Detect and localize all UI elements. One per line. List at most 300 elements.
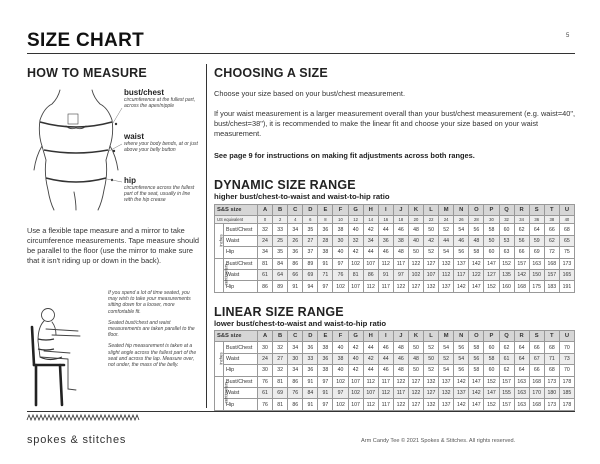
- measurement-value: 64: [529, 224, 544, 235]
- measurement-value: 97: [333, 387, 348, 398]
- measurement-value: 32: [258, 224, 273, 235]
- measurement-value: 25: [273, 235, 288, 246]
- measurement-value: 42: [363, 224, 378, 235]
- measurement-value: 135: [499, 269, 514, 280]
- measurement-value: 33: [273, 224, 288, 235]
- us-equivalent-value: 12: [348, 216, 363, 224]
- measurement-row: [215, 387, 575, 398]
- measurement-value: 68: [544, 342, 559, 353]
- measurement-value: 65: [559, 235, 574, 246]
- measurement-value: 122: [393, 399, 408, 410]
- size-header-row: [215, 205, 575, 216]
- measurement-value: 142: [469, 387, 484, 398]
- us-equivalent-value: 34: [514, 216, 529, 224]
- waist-label: waist: [124, 132, 145, 141]
- measurement-value: 64: [514, 353, 529, 364]
- size-letter: E: [318, 331, 333, 342]
- measurement-value: 50: [484, 235, 499, 246]
- size-letter: I: [378, 331, 393, 342]
- measurement-value: 56: [469, 353, 484, 364]
- measurement-value: 122: [408, 387, 423, 398]
- measurement-value: 34: [288, 224, 303, 235]
- measurement-row: [215, 281, 575, 292]
- measurement-row: [215, 258, 575, 269]
- measurement-value: 137: [454, 258, 469, 269]
- measuring-instructions: Use a flexible tape measure and a mirror to take circumference measurements. Tape measure should be parallel to the floor (use the mirror to make sure that it isn't riding up or down in the back).: [27, 226, 199, 265]
- measurement-label: Hip: [224, 365, 258, 376]
- measurement-value: 68: [544, 365, 559, 376]
- unit-group-label: [215, 258, 229, 292]
- seated-note: Seated bust/chest and waist measurements are taken parallel to the floor.: [108, 319, 195, 339]
- measurement-value: 112: [439, 269, 454, 280]
- measurement-value: 180: [544, 387, 559, 398]
- measurement-value: 36: [318, 353, 333, 364]
- measurement-value: 30: [258, 342, 273, 353]
- size-letter: N: [454, 205, 469, 216]
- size-letter: D: [303, 331, 318, 342]
- measurement-value: 38: [318, 342, 333, 353]
- measurement-value: 67: [529, 353, 544, 364]
- linear-size-table: [214, 330, 575, 411]
- measurement-value: 132: [439, 387, 454, 398]
- measurement-value: 68: [559, 224, 574, 235]
- unit-group-label: [215, 376, 229, 410]
- measurement-value: 107: [424, 269, 439, 280]
- measurement-value: 50: [408, 342, 423, 353]
- seated-note: If you spend a lot of time seated, you may wish to take your measurements sitting down for a looser, more comfortable fit.: [108, 290, 191, 315]
- measurement-value: 173: [544, 376, 559, 387]
- measurement-value: 34: [288, 342, 303, 353]
- us-equivalent-value: 8: [318, 216, 333, 224]
- measurement-value: 117: [378, 399, 393, 410]
- measurement-value: 97: [318, 399, 333, 410]
- measurement-value: 61: [499, 353, 514, 364]
- measurement-value: 62: [499, 365, 514, 376]
- measurement-value: 62: [514, 224, 529, 235]
- fit-adjustment-note: See page 9 for instructions on making fit adjustments across both ranges.: [214, 151, 475, 160]
- measurement-value: 112: [363, 376, 378, 387]
- size-letter: R: [514, 205, 529, 216]
- measurement-value: 117: [378, 376, 393, 387]
- measurement-value: 61: [258, 387, 273, 398]
- us-equivalent-value: 16: [378, 216, 393, 224]
- measurement-value: 137: [439, 281, 454, 292]
- dynamic-range-subheading: higher bust/chest-to-waist and waist-to-hip ratio: [214, 192, 390, 201]
- measurement-value: 54: [439, 365, 454, 376]
- measurement-value: 76: [258, 376, 273, 387]
- measurement-value: 44: [439, 235, 454, 246]
- copyright-notice: Arm Candy Tee © 2021 Spokes & Stitches. All rights reserved.: [361, 438, 516, 444]
- size-letter: G: [348, 331, 363, 342]
- brand-wordmark: spokes & stitches: [27, 434, 127, 446]
- measurement-value: 102: [408, 269, 423, 280]
- measurement-value: 142: [454, 376, 469, 387]
- measurement-value: 48: [393, 247, 408, 258]
- measurement-value: 44: [378, 224, 393, 235]
- measurement-value: 52: [424, 247, 439, 258]
- measurement-value: 91: [318, 258, 333, 269]
- measurement-value: 81: [348, 269, 363, 280]
- measurement-value: 137: [454, 387, 469, 398]
- measurement-value: 54: [454, 353, 469, 364]
- measurement-value: 147: [484, 387, 499, 398]
- dynamic-size-table: [214, 204, 575, 293]
- measurement-value: 30: [333, 235, 348, 246]
- hip-description: circumference across the fullest part of the seat, usually in line with the hip crease: [124, 185, 195, 204]
- measurement-value: 62: [544, 235, 559, 246]
- measurement-value: 89: [273, 281, 288, 292]
- measurement-value: 157: [499, 399, 514, 410]
- measurement-value: 30: [258, 365, 273, 376]
- size-letter: D: [303, 205, 318, 216]
- measurement-value: 71: [318, 269, 333, 280]
- bust-description: circumference at the fullest part, across the apex/nipple: [124, 97, 196, 110]
- measurement-value: 132: [424, 281, 439, 292]
- seated-notes: [108, 290, 198, 368]
- size-letter: O: [469, 205, 484, 216]
- measurement-value: 152: [484, 281, 499, 292]
- measurement-value: 142: [514, 269, 529, 280]
- measurement-value: 107: [363, 387, 378, 398]
- measurement-row: [215, 365, 575, 376]
- measurement-value: 56: [454, 365, 469, 376]
- measurement-value: 132: [439, 258, 454, 269]
- measurement-value: 173: [544, 399, 559, 410]
- measurement-value: 122: [408, 258, 423, 269]
- measurement-value: 168: [529, 399, 544, 410]
- size-letter: H: [363, 331, 378, 342]
- measurement-value: 36: [378, 235, 393, 246]
- measurement-value: 147: [484, 258, 499, 269]
- measurement-value: 127: [408, 399, 423, 410]
- size-letter: A: [258, 205, 273, 216]
- measurement-value: 48: [408, 224, 423, 235]
- measurement-value: 81: [273, 376, 288, 387]
- measurement-value: 53: [499, 235, 514, 246]
- us-equivalent-value: 10: [333, 216, 348, 224]
- measurement-value: 163: [514, 376, 529, 387]
- measurement-value: 91: [378, 269, 393, 280]
- measurement-value: 66: [288, 269, 303, 280]
- measurement-value: 76: [258, 399, 273, 410]
- measurement-value: 76: [333, 269, 348, 280]
- us-equivalent-value: 28: [469, 216, 484, 224]
- measurement-value: 48: [469, 235, 484, 246]
- measurement-value: 34: [363, 235, 378, 246]
- size-letter: B: [273, 205, 288, 216]
- measurement-value: 147: [469, 376, 484, 387]
- size-letter: E: [318, 205, 333, 216]
- measurement-value: 30: [288, 353, 303, 364]
- size-letter: F: [333, 205, 348, 216]
- measurement-value: 52: [439, 224, 454, 235]
- measurement-value: 46: [393, 353, 408, 364]
- measurement-label: Bust/Chest: [224, 376, 258, 387]
- measurement-value: 175: [529, 281, 544, 292]
- size-letter: P: [484, 331, 499, 342]
- measurement-value: 42: [348, 365, 363, 376]
- measurement-value: 56: [454, 342, 469, 353]
- measurement-value: 60: [484, 342, 499, 353]
- measurement-value: 58: [469, 247, 484, 258]
- measurement-value: 112: [378, 258, 393, 269]
- measurement-value: 97: [318, 281, 333, 292]
- measurement-value: 183: [544, 281, 559, 292]
- measurement-value: 64: [514, 365, 529, 376]
- measurement-value: 97: [393, 269, 408, 280]
- measurement-value: 27: [273, 353, 288, 364]
- bust-label: bust/chest: [124, 88, 165, 97]
- measurement-value: 50: [408, 365, 423, 376]
- measurement-value: 112: [363, 281, 378, 292]
- measurement-value: 122: [393, 376, 408, 387]
- us-equivalent-value: 20: [408, 216, 423, 224]
- measurement-value: 46: [393, 224, 408, 235]
- measurement-value: 56: [454, 247, 469, 258]
- measurement-value: 168: [514, 281, 529, 292]
- measurement-value: 46: [454, 235, 469, 246]
- measurement-label: Hip: [224, 247, 258, 258]
- measurement-value: 52: [439, 353, 454, 364]
- measurement-value: 40: [348, 353, 363, 364]
- measurement-row: [215, 269, 575, 280]
- measurement-label: Hip: [224, 399, 258, 410]
- measurement-label: Waist: [224, 387, 258, 398]
- measurement-value: 58: [469, 342, 484, 353]
- measurement-label: Bust/Chest: [224, 224, 258, 235]
- size-letter: P: [484, 205, 499, 216]
- measurement-value: 84: [303, 387, 318, 398]
- measurement-value: 89: [303, 258, 318, 269]
- footer-rule: [27, 411, 575, 412]
- measurement-value: 91: [288, 281, 303, 292]
- measurement-value: 40: [348, 224, 363, 235]
- page-number: 5: [566, 33, 570, 39]
- measurement-label: Waist: [224, 235, 258, 246]
- measurement-value: 44: [378, 353, 393, 364]
- measurement-row: [215, 399, 575, 410]
- us-equivalent-value: 4: [288, 216, 303, 224]
- measurement-value: 91: [303, 399, 318, 410]
- measurement-value: 152: [499, 258, 514, 269]
- size-letter: F: [333, 331, 348, 342]
- size-header-label: S&S size: [215, 331, 258, 342]
- measurement-value: 35: [273, 247, 288, 258]
- measurement-value: 168: [529, 376, 544, 387]
- measurement-row: [215, 235, 575, 246]
- measurement-value: 36: [318, 224, 333, 235]
- measurement-value: 64: [273, 269, 288, 280]
- us-equivalent-value: 26: [454, 216, 469, 224]
- measurement-value: 127: [408, 376, 423, 387]
- measurement-value: 26: [288, 235, 303, 246]
- measurement-value: 102: [348, 387, 363, 398]
- measurement-value: 24: [258, 353, 273, 364]
- us-equivalent-value: 22: [424, 216, 439, 224]
- measurement-value: 132: [424, 399, 439, 410]
- measurement-value: 155: [499, 387, 514, 398]
- measurement-value: 46: [378, 342, 393, 353]
- measurement-value: 59: [529, 235, 544, 246]
- seated-figure-illustration: [22, 305, 106, 409]
- choosing-paragraph: If your waist measurement is a larger measurement overall than your bust/chest measurement (e.g. waist=40", bust/chest=38"), it is recommended to make the linear fit and choose your size based on your waist measurement.: [214, 109, 576, 138]
- measurement-label: Waist: [224, 269, 258, 280]
- measurement-value: 142: [454, 281, 469, 292]
- measurement-value: 38: [333, 353, 348, 364]
- measurement-value: 27: [303, 235, 318, 246]
- measurement-value: 69: [303, 269, 318, 280]
- measurement-value: 56: [514, 235, 529, 246]
- size-letter: K: [408, 205, 423, 216]
- measurement-value: 91: [303, 376, 318, 387]
- measurement-value: 117: [393, 258, 408, 269]
- measurement-value: 157: [544, 269, 559, 280]
- measurement-value: 72: [544, 247, 559, 258]
- measurement-value: 58: [469, 365, 484, 376]
- measurement-value: 40: [333, 342, 348, 353]
- size-letter: R: [514, 331, 529, 342]
- size-letter: J: [393, 205, 408, 216]
- us-equivalent-value: 0: [258, 216, 273, 224]
- size-letter: B: [273, 331, 288, 342]
- waist-label-block: [124, 132, 199, 153]
- measurement-value: 66: [544, 224, 559, 235]
- measurement-value: 34: [258, 247, 273, 258]
- measurement-value: 86: [363, 269, 378, 280]
- measurement-value: 152: [484, 376, 499, 387]
- measurement-row: [215, 353, 575, 364]
- measurement-row: [215, 224, 575, 235]
- linear-range-heading: LINEAR SIZE RANGE: [214, 305, 344, 319]
- measurement-value: 46: [378, 365, 393, 376]
- us-equivalent-value: 14: [363, 216, 378, 224]
- measurement-value: 102: [348, 258, 363, 269]
- size-letter: T: [544, 205, 559, 216]
- measurement-value: 137: [439, 399, 454, 410]
- measurement-label: Bust/Chest: [224, 258, 258, 269]
- hip-label-block: [124, 176, 199, 204]
- bust-label-block: [124, 88, 199, 109]
- measurement-value: 36: [303, 342, 318, 353]
- measurement-value: 178: [559, 399, 574, 410]
- measurement-value: 63: [499, 247, 514, 258]
- measurement-value: 48: [393, 342, 408, 353]
- hip-label: hip: [124, 176, 136, 185]
- measurement-value: 48: [408, 353, 423, 364]
- choosing-paragraph: Choose your size based on your bust/chest measurement.: [214, 89, 406, 98]
- measurement-value: 122: [469, 269, 484, 280]
- size-letter: O: [469, 331, 484, 342]
- measurement-value: 50: [408, 247, 423, 258]
- measurement-value: 147: [469, 399, 484, 410]
- measurement-value: 54: [454, 224, 469, 235]
- measurement-value: 66: [529, 342, 544, 353]
- measurement-value: 86: [258, 281, 273, 292]
- measurement-value: 97: [318, 376, 333, 387]
- measurement-value: 73: [559, 353, 574, 364]
- measurement-value: 40: [333, 365, 348, 376]
- measurement-value: 32: [273, 342, 288, 353]
- size-letter: J: [393, 331, 408, 342]
- measurement-value: 58: [484, 224, 499, 235]
- measurement-value: 173: [559, 258, 574, 269]
- measurement-value: 66: [529, 365, 544, 376]
- measurement-value: 107: [348, 399, 363, 410]
- measurement-value: 32: [348, 235, 363, 246]
- measurement-value: 37: [303, 247, 318, 258]
- measurement-value: 71: [544, 353, 559, 364]
- measurement-value: 86: [288, 376, 303, 387]
- measurement-value: 81: [273, 399, 288, 410]
- us-equivalent-value: 6: [303, 216, 318, 224]
- measurement-value: 50: [424, 224, 439, 235]
- measurement-value: 40: [333, 247, 348, 258]
- measurement-value: 40: [408, 235, 423, 246]
- measurement-value: 147: [469, 281, 484, 292]
- measurement-value: 117: [454, 269, 469, 280]
- waist-description: where your body bends, at or just above your belly button: [124, 141, 198, 154]
- measurement-row: [215, 342, 575, 353]
- measurement-value: 61: [258, 269, 273, 280]
- measurement-value: 132: [424, 376, 439, 387]
- measurement-value: 84: [273, 258, 288, 269]
- measurement-value: 102: [333, 281, 348, 292]
- unit-group-label: [215, 342, 224, 376]
- measurement-value: 137: [439, 376, 454, 387]
- size-letter: M: [439, 205, 454, 216]
- measurement-row: [215, 247, 575, 258]
- size-letter: G: [348, 205, 363, 216]
- size-letter: M: [439, 331, 454, 342]
- us-equivalent-value: 2: [273, 216, 288, 224]
- measurement-value: 66: [514, 247, 529, 258]
- measurement-value: 56: [469, 224, 484, 235]
- measurement-value: 170: [529, 387, 544, 398]
- measurement-value: 52: [424, 365, 439, 376]
- measurement-value: 38: [318, 365, 333, 376]
- measurement-value: 44: [363, 342, 378, 353]
- unit-label: centimeters: [223, 263, 229, 286]
- us-equivalent-value: 40: [559, 216, 574, 224]
- measurement-value: 38: [318, 247, 333, 258]
- unit-group-label: [215, 224, 224, 258]
- measurement-value: 36: [303, 365, 318, 376]
- us-equivalent-row: [215, 216, 575, 224]
- measurement-value: 60: [499, 224, 514, 235]
- how-to-measure-heading: HOW TO MEASURE: [27, 66, 147, 80]
- measurement-value: 102: [333, 376, 348, 387]
- measurement-value: 24: [258, 235, 273, 246]
- size-header-label: S&S size: [215, 205, 258, 216]
- size-letter: H: [363, 205, 378, 216]
- measurement-value: 48: [393, 365, 408, 376]
- size-letter: C: [288, 205, 303, 216]
- measurement-value: 168: [544, 258, 559, 269]
- size-letter: L: [424, 331, 439, 342]
- measurement-value: 142: [454, 399, 469, 410]
- measurement-value: 112: [378, 387, 393, 398]
- us-equivalent-label: US equivalent: [215, 216, 258, 224]
- measurement-value: 38: [393, 235, 408, 246]
- measurement-value: 107: [348, 281, 363, 292]
- measurement-value: 54: [439, 247, 454, 258]
- measurement-value: 117: [393, 387, 408, 398]
- measurement-value: 33: [303, 353, 318, 364]
- measurement-value: 34: [288, 365, 303, 376]
- size-letter: Q: [499, 331, 514, 342]
- measurement-value: 142: [469, 258, 484, 269]
- measurement-value: 76: [288, 387, 303, 398]
